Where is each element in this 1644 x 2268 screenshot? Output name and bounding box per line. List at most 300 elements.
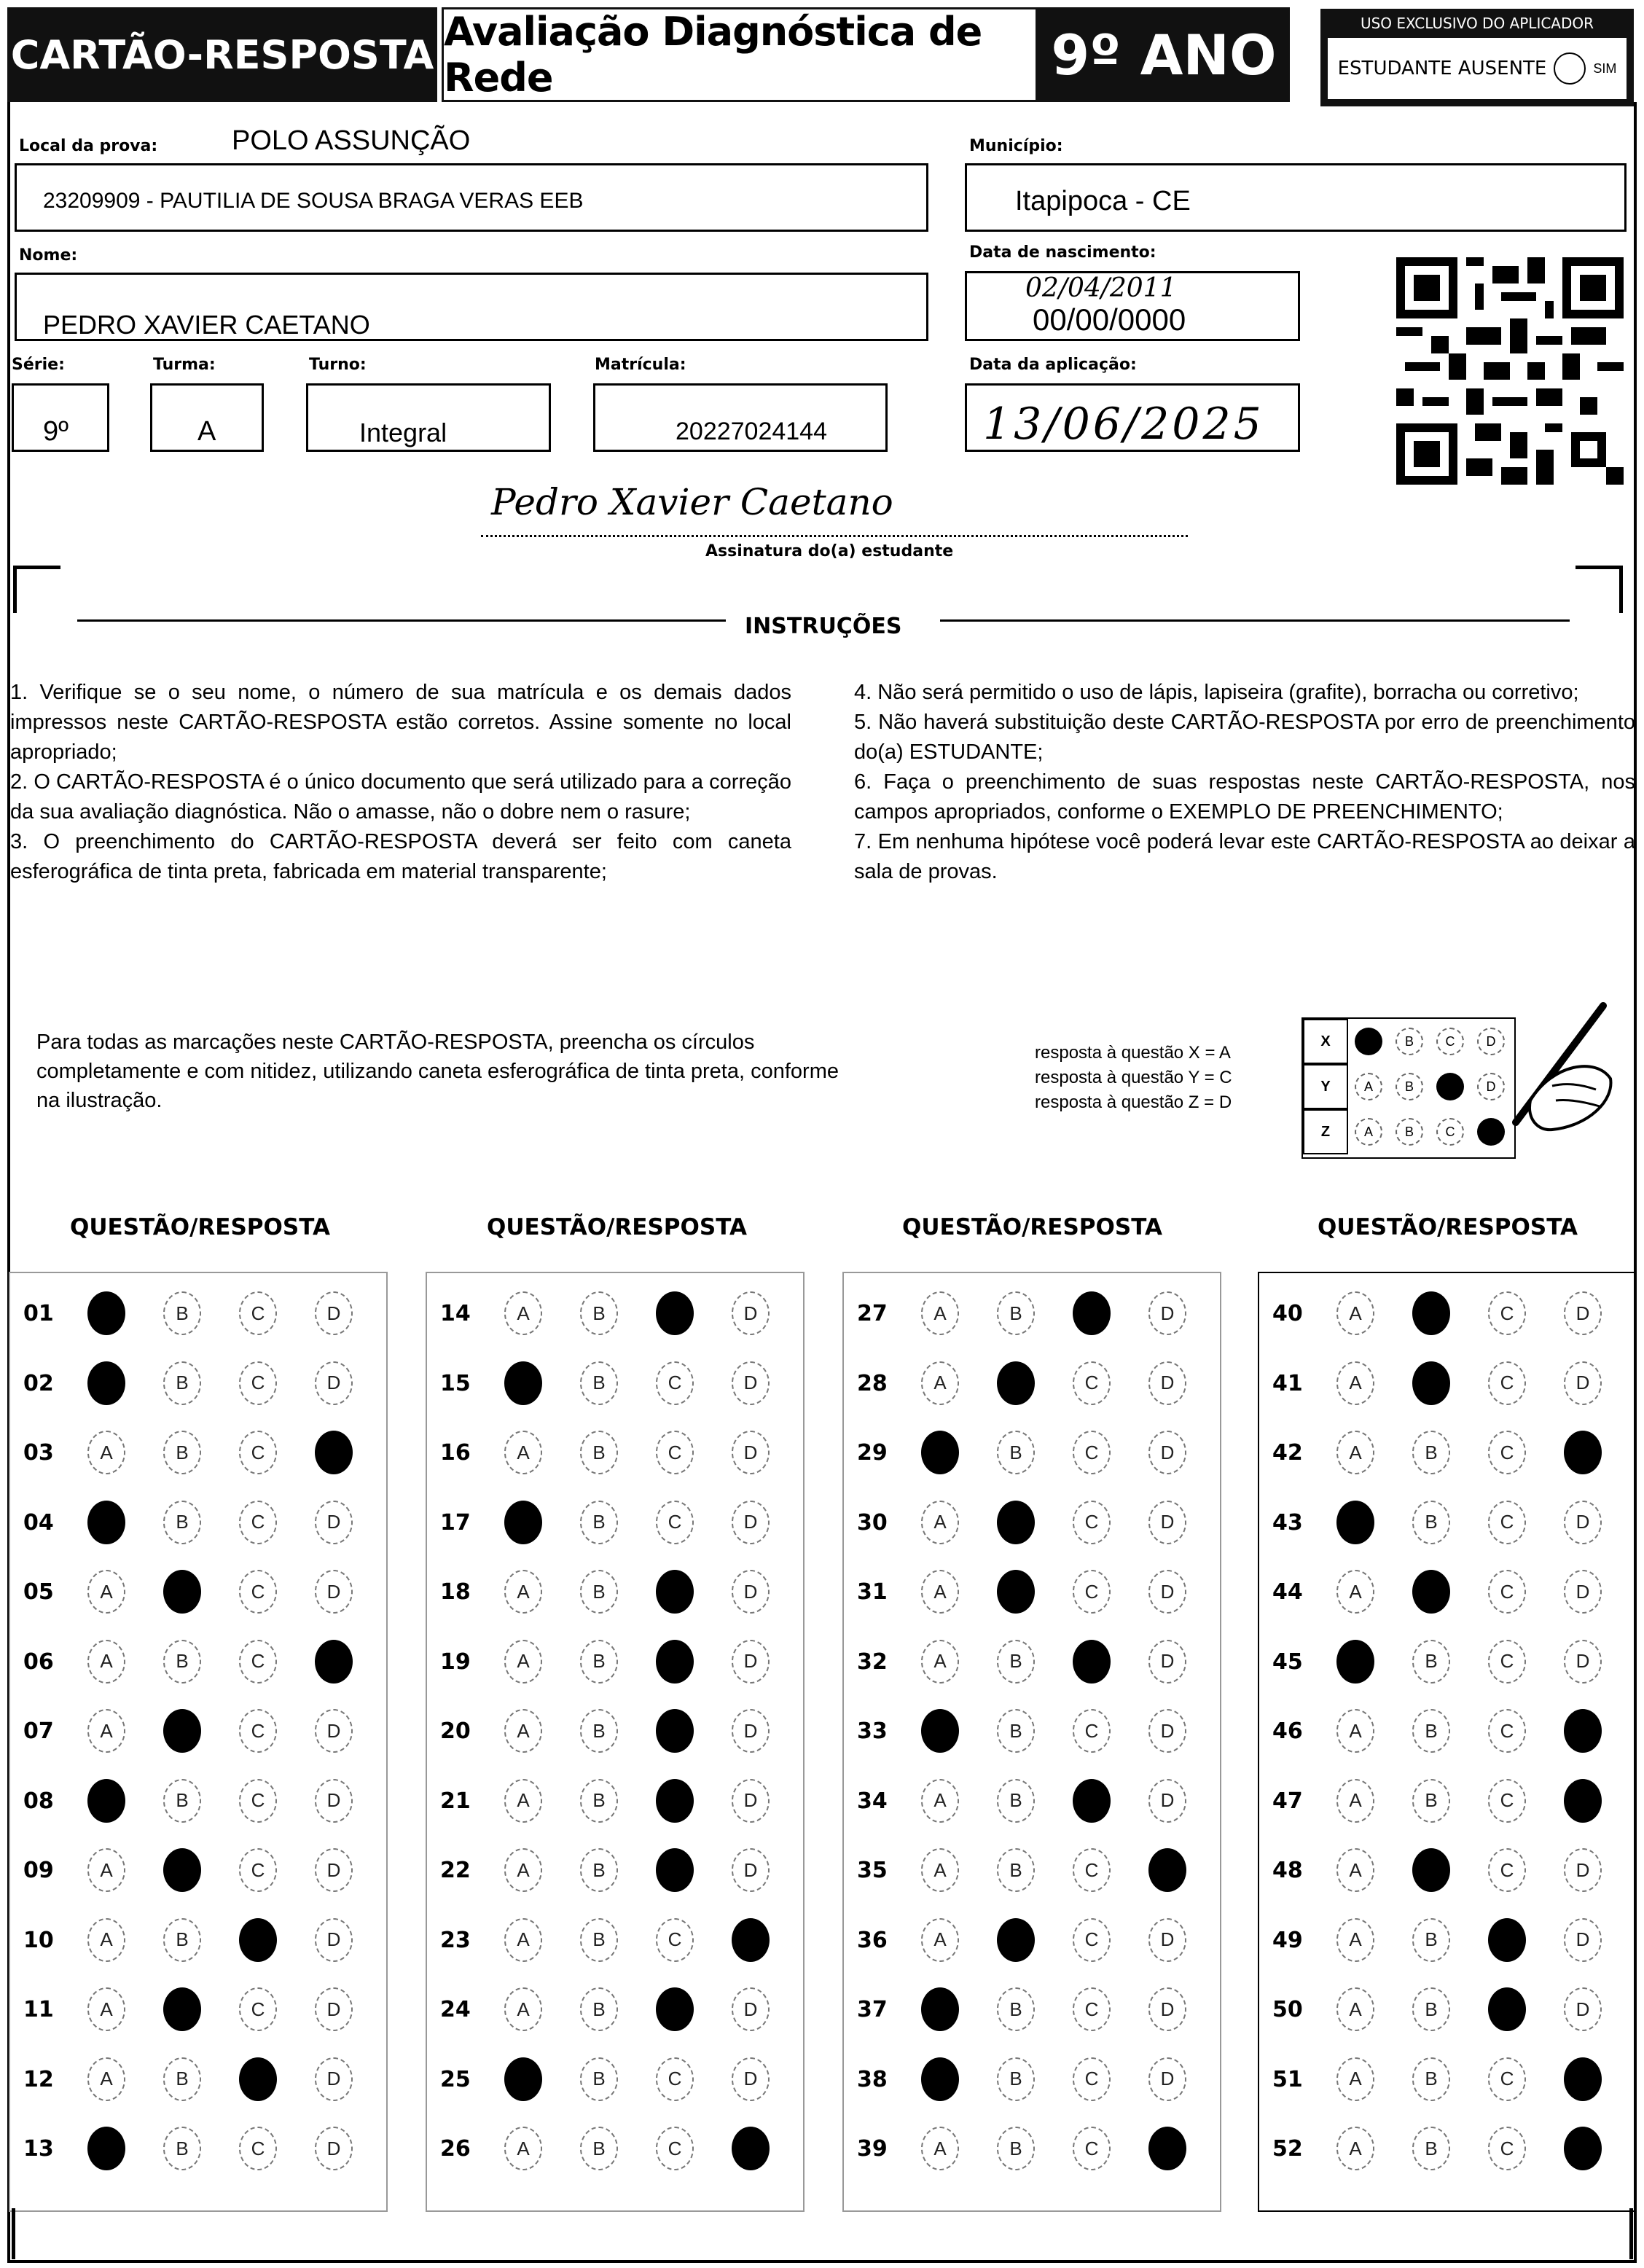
question-number: 16: [440, 1440, 471, 1466]
bubble-c[interactable]: C: [1073, 1640, 1111, 1684]
bubble-d[interactable]: D: [1564, 1640, 1602, 1684]
bubble-d[interactable]: D: [1148, 2057, 1186, 2101]
bubble-a[interactable]: A: [504, 1709, 542, 1753]
bubble-b[interactable]: B: [580, 1291, 618, 1335]
bubble-a[interactable]: A: [87, 1570, 125, 1614]
bubble-c[interactable]: C: [1488, 2057, 1526, 2101]
bubble-a[interactable]: A: [1336, 1640, 1374, 1684]
bubble-d[interactable]: D: [1148, 2127, 1186, 2170]
bubble-a[interactable]: A: [87, 1501, 125, 1544]
bubble-d[interactable]: D: [732, 1570, 770, 1614]
bubble-c[interactable]: C: [239, 2127, 277, 2170]
example-bubble-b: B: [1396, 1118, 1423, 1146]
bubble-b[interactable]: B: [163, 1918, 201, 1962]
bottom-bracket-right: [1622, 2208, 1633, 2259]
bubble-b[interactable]: B: [1412, 1848, 1450, 1892]
bubble-a[interactable]: A: [921, 1570, 959, 1614]
bubble-d[interactable]: D: [732, 1918, 770, 1962]
bubble-b[interactable]: B: [163, 1640, 201, 1684]
bubble-b[interactable]: B: [163, 2057, 201, 2101]
question-number: 29: [857, 1440, 888, 1466]
bubble-a[interactable]: A: [87, 2057, 125, 2101]
turno-label: Turno:: [309, 356, 367, 374]
bubble-d[interactable]: D: [315, 1570, 353, 1614]
example-bubble-b: B: [1396, 1073, 1423, 1100]
bubble-c[interactable]: C: [1488, 1987, 1526, 2031]
bubble-c[interactable]: C: [1073, 1918, 1111, 1962]
bubble-a[interactable]: A: [921, 1779, 959, 1823]
bubble-c[interactable]: C: [656, 1431, 694, 1474]
bubble-c[interactable]: C: [1488, 1709, 1526, 1753]
bubble-c[interactable]: C: [239, 1431, 277, 1474]
example-bubble-c: C: [1436, 1073, 1464, 1100]
bubble-b[interactable]: B: [997, 1431, 1035, 1474]
bubble-c[interactable]: C: [656, 2127, 694, 2170]
bubble-a[interactable]: A: [504, 1918, 542, 1962]
example-cell: [1430, 1019, 1471, 1064]
bubble-a[interactable]: A: [87, 1640, 125, 1684]
bubble-b[interactable]: B: [163, 1501, 201, 1544]
bubble-a[interactable]: A: [1336, 1709, 1374, 1753]
question-number: 25: [440, 2066, 471, 2092]
bubble-d[interactable]: D: [1564, 2127, 1602, 2170]
bubble-a[interactable]: A: [1336, 1848, 1374, 1892]
bubble-a[interactable]: A: [1336, 1361, 1374, 1405]
bubble-a[interactable]: A: [87, 1709, 125, 1753]
answer-row-30: [844, 1497, 1223, 1548]
bubble-c[interactable]: C: [1073, 1361, 1111, 1405]
bubble-a[interactable]: A: [1336, 1918, 1374, 1962]
bubble-c[interactable]: C: [656, 2057, 694, 2101]
example-question-x: X: [1303, 1019, 1348, 1064]
bubble-c[interactable]: C: [239, 1361, 277, 1405]
bubble-a[interactable]: A: [921, 1918, 959, 1962]
question-number: 41: [1272, 1370, 1303, 1396]
bubble-c[interactable]: C: [1488, 1779, 1526, 1823]
bubble-a[interactable]: A: [921, 1361, 959, 1405]
answer-row-52: [1259, 2123, 1638, 2174]
example-question-z: Z: [1303, 1109, 1348, 1154]
bubble-a[interactable]: A: [504, 1640, 542, 1684]
bubble-d[interactable]: D: [1564, 1848, 1602, 1892]
bubble-d[interactable]: D: [732, 2127, 770, 2170]
answer-column-2: [426, 1272, 805, 2212]
instructions-rule-left: [77, 619, 726, 622]
bubble-d[interactable]: D: [1148, 1361, 1186, 1405]
bubble-b[interactable]: B: [580, 1779, 618, 1823]
bubble-b[interactable]: B: [163, 1987, 201, 2031]
matricula-label: Matrícula:: [595, 356, 686, 374]
bubble-a[interactable]: A: [87, 2127, 125, 2170]
answer-row-23: [427, 1915, 806, 1966]
bubble-a[interactable]: A: [1336, 1501, 1374, 1544]
answer-row-17: [427, 1497, 806, 1548]
bubble-a[interactable]: A: [1336, 2127, 1374, 2170]
question-number: 24: [440, 1997, 471, 2022]
bubble-d[interactable]: D: [1148, 1918, 1186, 1962]
bubble-b[interactable]: B: [163, 1779, 201, 1823]
turno-value: Integral: [359, 418, 447, 447]
bubble-b[interactable]: B: [1412, 2127, 1450, 2170]
bubble-b[interactable]: B: [997, 1709, 1035, 1753]
answer-row-51: [1259, 2054, 1638, 2105]
bubble-b[interactable]: B: [1412, 1570, 1450, 1614]
question-number: 43: [1272, 1509, 1303, 1536]
bubble-d[interactable]: D: [732, 1431, 770, 1474]
bubble-a[interactable]: A: [504, 1848, 542, 1892]
bubble-d[interactable]: D: [1564, 1361, 1602, 1405]
bubble-d[interactable]: D: [732, 1640, 770, 1684]
bubble-c[interactable]: C: [239, 1987, 277, 2031]
example-cell: [1348, 1019, 1389, 1064]
bubble-b[interactable]: B: [163, 1361, 201, 1405]
bubble-d[interactable]: D: [1148, 1640, 1186, 1684]
bubble-d[interactable]: D: [315, 1431, 353, 1474]
bubble-a[interactable]: A: [87, 1848, 125, 1892]
bubble-c[interactable]: C: [656, 1709, 694, 1753]
bubble-a[interactable]: A: [504, 1570, 542, 1614]
bubble-d[interactable]: D: [1148, 1431, 1186, 1474]
bubble-d[interactable]: D: [1148, 1709, 1186, 1753]
bubble-b[interactable]: B: [997, 1570, 1035, 1614]
bubble-c[interactable]: C: [239, 1640, 277, 1684]
bubble-b[interactable]: B: [1412, 1918, 1450, 1962]
aplic-field: [965, 383, 1300, 452]
bubble-a[interactable]: A: [504, 2057, 542, 2101]
bubble-d[interactable]: D: [732, 1987, 770, 2031]
bubble-d[interactable]: D: [732, 1291, 770, 1335]
bubble-a[interactable]: A: [504, 1987, 542, 2031]
bubble-a[interactable]: A: [87, 1779, 125, 1823]
turma-value: A: [197, 416, 216, 447]
answer-row-43: [1259, 1497, 1638, 1548]
exam-title: Avaliação Diagnóstica de Rede: [442, 7, 1038, 102]
bubble-d[interactable]: D: [315, 1709, 353, 1753]
answer-row-09: [10, 1845, 389, 1896]
bubble-a[interactable]: A: [921, 1640, 959, 1684]
bubble-a[interactable]: A: [504, 1291, 542, 1335]
bubble-a[interactable]: A: [921, 1501, 959, 1544]
bubble-b[interactable]: B: [997, 1987, 1035, 2031]
bubble-b[interactable]: B: [163, 1709, 201, 1753]
bubble-b[interactable]: B: [580, 2057, 618, 2101]
answer-row-50: [1259, 1984, 1638, 2035]
bubble-a[interactable]: A: [87, 1431, 125, 1474]
answer-row-31: [844, 1566, 1223, 1617]
bubble-c[interactable]: C: [1073, 2127, 1111, 2170]
answers-header-1: QUESTÃO/RESPOSTA: [70, 1214, 330, 1240]
bubble-c[interactable]: C: [1488, 1918, 1526, 1962]
bubble-b[interactable]: B: [580, 1709, 618, 1753]
example-bubble-d: D: [1477, 1028, 1505, 1055]
nasc-handwritten: 02/04/2011: [1025, 273, 1177, 303]
bubble-c[interactable]: C: [656, 1779, 694, 1823]
bubble-c[interactable]: C: [1073, 1987, 1111, 2031]
matricula-value: 20227024144: [676, 418, 828, 445]
bubble-d[interactable]: D: [315, 2127, 353, 2170]
question-number: 01: [23, 1301, 54, 1326]
bubble-c[interactable]: C: [656, 1570, 694, 1614]
question-number: 02: [23, 1370, 54, 1396]
turno-field: [306, 383, 551, 452]
bubble-c[interactable]: C: [1073, 2057, 1111, 2101]
bubble-a[interactable]: A: [1336, 1570, 1374, 1614]
bubble-b[interactable]: B: [997, 1848, 1035, 1892]
example-cell: [1389, 1109, 1430, 1154]
bubble-c[interactable]: C: [656, 1291, 694, 1335]
bubble-a[interactable]: A: [1336, 2057, 1374, 2101]
question-number: 40: [1272, 1301, 1303, 1326]
answer-row-04: [10, 1497, 389, 1548]
bubble-b[interactable]: B: [1412, 1640, 1450, 1684]
fill-note: Para todas as marcações neste CARTÃO-RESPOSTA, preencha os círculos completamente e com nitidez, utilizando caneta esferográfica de tinta preta, conforme na ilustração.: [36, 1031, 839, 1112]
example-grid: [1302, 1017, 1516, 1159]
bubble-d[interactable]: D: [1564, 1987, 1602, 2031]
bubble-c[interactable]: C: [1073, 1709, 1111, 1753]
bubble-c[interactable]: C: [1073, 1291, 1111, 1335]
bubble-c[interactable]: C: [1488, 1431, 1526, 1474]
bubble-c[interactable]: C: [656, 1987, 694, 2031]
signature: Pedro Xavier Caetano: [491, 481, 893, 523]
bubble-d[interactable]: D: [732, 2057, 770, 2101]
bubble-d[interactable]: D: [732, 1361, 770, 1405]
bubble-a[interactable]: A: [504, 1361, 542, 1405]
bubble-d[interactable]: D: [315, 1848, 353, 1892]
bubble-a[interactable]: A: [87, 1361, 125, 1405]
answer-row-28: [844, 1358, 1223, 1409]
bubble-d[interactable]: D: [1148, 1848, 1186, 1892]
question-number: 32: [857, 1649, 888, 1675]
bubble-d[interactable]: D: [732, 1501, 770, 1544]
bubble-b[interactable]: B: [580, 1501, 618, 1544]
bubble-b[interactable]: B: [1412, 1987, 1450, 2031]
bubble-d[interactable]: D: [315, 1918, 353, 1962]
bubble-b[interactable]: B: [1412, 1431, 1450, 1474]
bubble-c[interactable]: C: [239, 2057, 277, 2101]
bubble-b[interactable]: B: [997, 1501, 1035, 1544]
bubble-d[interactable]: D: [1148, 1779, 1186, 1823]
bubble-c[interactable]: C: [1488, 1291, 1526, 1335]
bubble-b[interactable]: B: [997, 2057, 1035, 2101]
bubble-a[interactable]: A: [921, 2127, 959, 2170]
answers-header-4: QUESTÃO/RESPOSTA: [1318, 1214, 1578, 1240]
bubble-b[interactable]: B: [580, 1640, 618, 1684]
serie-value: 9º: [43, 416, 69, 447]
bubble-c[interactable]: C: [1488, 1640, 1526, 1684]
bottom-bracket-left: [12, 2208, 23, 2259]
bubble-d[interactable]: D: [1564, 2057, 1602, 2101]
bubble-c[interactable]: C: [656, 1848, 694, 1892]
example-line-z: resposta à questão Z = D: [1035, 1092, 1232, 1112]
bubble-d[interactable]: D: [1148, 1987, 1186, 2031]
bubble-b[interactable]: B: [580, 1361, 618, 1405]
bubble-d[interactable]: D: [732, 1779, 770, 1823]
question-number: 28: [857, 1370, 888, 1396]
answers-header-3: QUESTÃO/RESPOSTA: [902, 1214, 1162, 1240]
absent-checkbox[interactable]: [1554, 52, 1586, 85]
bubble-a[interactable]: A: [87, 1918, 125, 1962]
bubble-a[interactable]: A: [921, 1848, 959, 1892]
bubble-c[interactable]: C: [1073, 1779, 1111, 1823]
municipio-value: Itapipoca - CE: [1015, 186, 1191, 216]
bubble-d[interactable]: D: [1564, 1918, 1602, 1962]
bubble-d[interactable]: D: [315, 1291, 353, 1335]
bubble-d[interactable]: D: [1564, 1779, 1602, 1823]
bubble-d[interactable]: D: [1564, 1501, 1602, 1544]
instruction-6: 6. Faça o preenchimento de suas respostas neste CARTÃO-RESPOSTA, nos campos apropriados, conforme o EXEMPLO DE PREENCHIMENTO;: [854, 770, 1635, 824]
bubble-d[interactable]: D: [1564, 1291, 1602, 1335]
bubble-a[interactable]: A: [1336, 1987, 1374, 2031]
bubble-b[interactable]: B: [997, 1779, 1035, 1823]
bubble-c[interactable]: C: [1073, 1570, 1111, 1614]
aplic-label: Data da aplicação:: [969, 356, 1137, 374]
nasc-label: Data de nascimento:: [969, 243, 1156, 262]
bubble-b[interactable]: B: [163, 2127, 201, 2170]
bubble-b[interactable]: B: [580, 2127, 618, 2170]
question-number: 44: [1272, 1579, 1303, 1605]
bubble-a[interactable]: A: [87, 1987, 125, 2031]
example-cell: [1348, 1064, 1389, 1109]
applicator-only-label: USO EXCLUSIVO DO APLICADOR: [1360, 15, 1594, 32]
bubble-b[interactable]: B: [163, 1431, 201, 1474]
bubble-a[interactable]: A: [1336, 1431, 1374, 1474]
answer-row-06: [10, 1636, 389, 1687]
bubble-b[interactable]: B: [1412, 1779, 1450, 1823]
answer-row-18: [427, 1566, 806, 1617]
bubble-d[interactable]: D: [732, 1709, 770, 1753]
bubble-d[interactable]: D: [315, 1987, 353, 2031]
bubble-b[interactable]: B: [1412, 1709, 1450, 1753]
bubble-b[interactable]: B: [163, 1848, 201, 1892]
question-number: 11: [23, 1997, 54, 2022]
bubble-d[interactable]: D: [315, 2057, 353, 2101]
bubble-b[interactable]: B: [997, 2127, 1035, 2170]
bubble-b[interactable]: B: [997, 1640, 1035, 1684]
question-number: 26: [440, 2136, 471, 2162]
bubble-b[interactable]: B: [580, 1570, 618, 1614]
bubble-c[interactable]: C: [239, 1501, 277, 1544]
bubble-d[interactable]: D: [315, 1640, 353, 1684]
bubble-a[interactable]: A: [504, 1431, 542, 1474]
bubble-b[interactable]: B: [997, 1918, 1035, 1962]
example-bubble-a: A: [1355, 1118, 1382, 1146]
bubble-a[interactable]: A: [504, 1501, 542, 1544]
bubble-d[interactable]: D: [1564, 1570, 1602, 1614]
nasc-field: [965, 271, 1300, 341]
bubble-a[interactable]: A: [921, 1291, 959, 1335]
aplic-handwritten: 13/06/2025: [983, 399, 1264, 450]
bubble-d[interactable]: D: [1148, 1291, 1186, 1335]
bubble-d[interactable]: D: [1148, 1570, 1186, 1614]
question-number: 38: [857, 2066, 888, 2092]
bubble-c[interactable]: C: [239, 1709, 277, 1753]
matricula-field: [593, 383, 888, 452]
bubble-a[interactable]: A: [921, 1431, 959, 1474]
bubble-b[interactable]: B: [997, 1361, 1035, 1405]
bubble-b[interactable]: B: [163, 1291, 201, 1335]
instructions-left: [10, 678, 791, 887]
answer-row-46: [1259, 1705, 1638, 1756]
bubble-a[interactable]: A: [921, 1987, 959, 2031]
applicator-box: [1320, 9, 1634, 106]
answer-row-41: [1259, 1358, 1638, 1409]
question-number: 10: [23, 1927, 54, 1953]
answer-row-25: [427, 2054, 806, 2105]
bubble-a[interactable]: A: [921, 1709, 959, 1753]
bubble-c[interactable]: C: [1488, 2127, 1526, 2170]
bubble-b[interactable]: B: [580, 1431, 618, 1474]
instruction-7: 7. Em nenhuma hipótese você poderá levar este CARTÃO-RESPOSTA ao deixar a sala de provas.: [854, 830, 1635, 883]
bubble-b[interactable]: B: [580, 1918, 618, 1962]
bubble-b[interactable]: B: [1412, 1361, 1450, 1405]
bubble-c[interactable]: C: [239, 1291, 277, 1335]
bubble-a[interactable]: A: [921, 2057, 959, 2101]
bubble-d[interactable]: D: [1564, 1709, 1602, 1753]
bubble-b[interactable]: B: [1412, 1291, 1450, 1335]
answer-row-03: [10, 1427, 389, 1478]
bubble-d[interactable]: D: [315, 1779, 353, 1823]
bubble-a[interactable]: A: [504, 1779, 542, 1823]
nome-field: [15, 273, 928, 341]
bubble-d[interactable]: D: [732, 1848, 770, 1892]
bubble-d[interactable]: D: [1148, 1501, 1186, 1544]
bubble-b[interactable]: B: [997, 1291, 1035, 1335]
instruction-1: 1. Verifique se o seu nome, o número de sua matrícula e os demais dados impressos neste CARTÃO-RESPOSTA estão corretos. Assine somente no local apropriado;: [10, 681, 791, 764]
bubble-a[interactable]: A: [87, 1291, 125, 1335]
bubble-b[interactable]: B: [580, 1987, 618, 2031]
question-number: 15: [440, 1370, 471, 1396]
answer-row-19: [427, 1636, 806, 1687]
absent-label: ESTUDANTE AUSENTE: [1337, 58, 1547, 79]
bubble-b[interactable]: B: [163, 1570, 201, 1614]
question-number: 46: [1272, 1718, 1303, 1744]
bubble-d[interactable]: D: [315, 1361, 353, 1405]
bubble-c[interactable]: C: [1488, 1570, 1526, 1614]
bubble-c[interactable]: C: [1073, 1501, 1111, 1544]
bubble-c[interactable]: C: [656, 1918, 694, 1962]
question-number: 03: [23, 1440, 54, 1466]
bubble-c[interactable]: C: [656, 1361, 694, 1405]
question-number: 12: [23, 2066, 54, 2092]
bubble-b[interactable]: B: [1412, 1501, 1450, 1544]
question-number: 48: [1272, 1858, 1303, 1883]
bubble-c[interactable]: C: [1488, 1848, 1526, 1892]
bubble-b[interactable]: B: [1412, 2057, 1450, 2101]
example-cell: [1389, 1019, 1430, 1064]
bubble-c[interactable]: C: [656, 1640, 694, 1684]
bubble-c[interactable]: C: [239, 1848, 277, 1892]
answer-row-42: [1259, 1427, 1638, 1478]
bubble-a[interactable]: A: [1336, 1291, 1374, 1335]
bubble-a[interactable]: A: [1336, 1779, 1374, 1823]
bubble-d[interactable]: D: [1564, 1431, 1602, 1474]
bubble-c[interactable]: C: [1488, 1361, 1526, 1405]
bubble-c[interactable]: C: [656, 1501, 694, 1544]
answer-row-33: [844, 1705, 1223, 1756]
bubble-a[interactable]: A: [504, 2127, 542, 2170]
bubble-c[interactable]: C: [239, 1570, 277, 1614]
bubble-c[interactable]: C: [1073, 1431, 1111, 1474]
bubble-c[interactable]: C: [1073, 1848, 1111, 1892]
bubble-c[interactable]: C: [239, 1779, 277, 1823]
nasc-value: 00/00/0000: [1033, 302, 1186, 337]
bubble-d[interactable]: D: [315, 1501, 353, 1544]
bubble-b[interactable]: B: [580, 1848, 618, 1892]
bubble-c[interactable]: C: [1488, 1501, 1526, 1544]
question-number: 04: [23, 1509, 54, 1536]
bubble-c[interactable]: C: [239, 1918, 277, 1962]
turma-field: [150, 383, 264, 452]
